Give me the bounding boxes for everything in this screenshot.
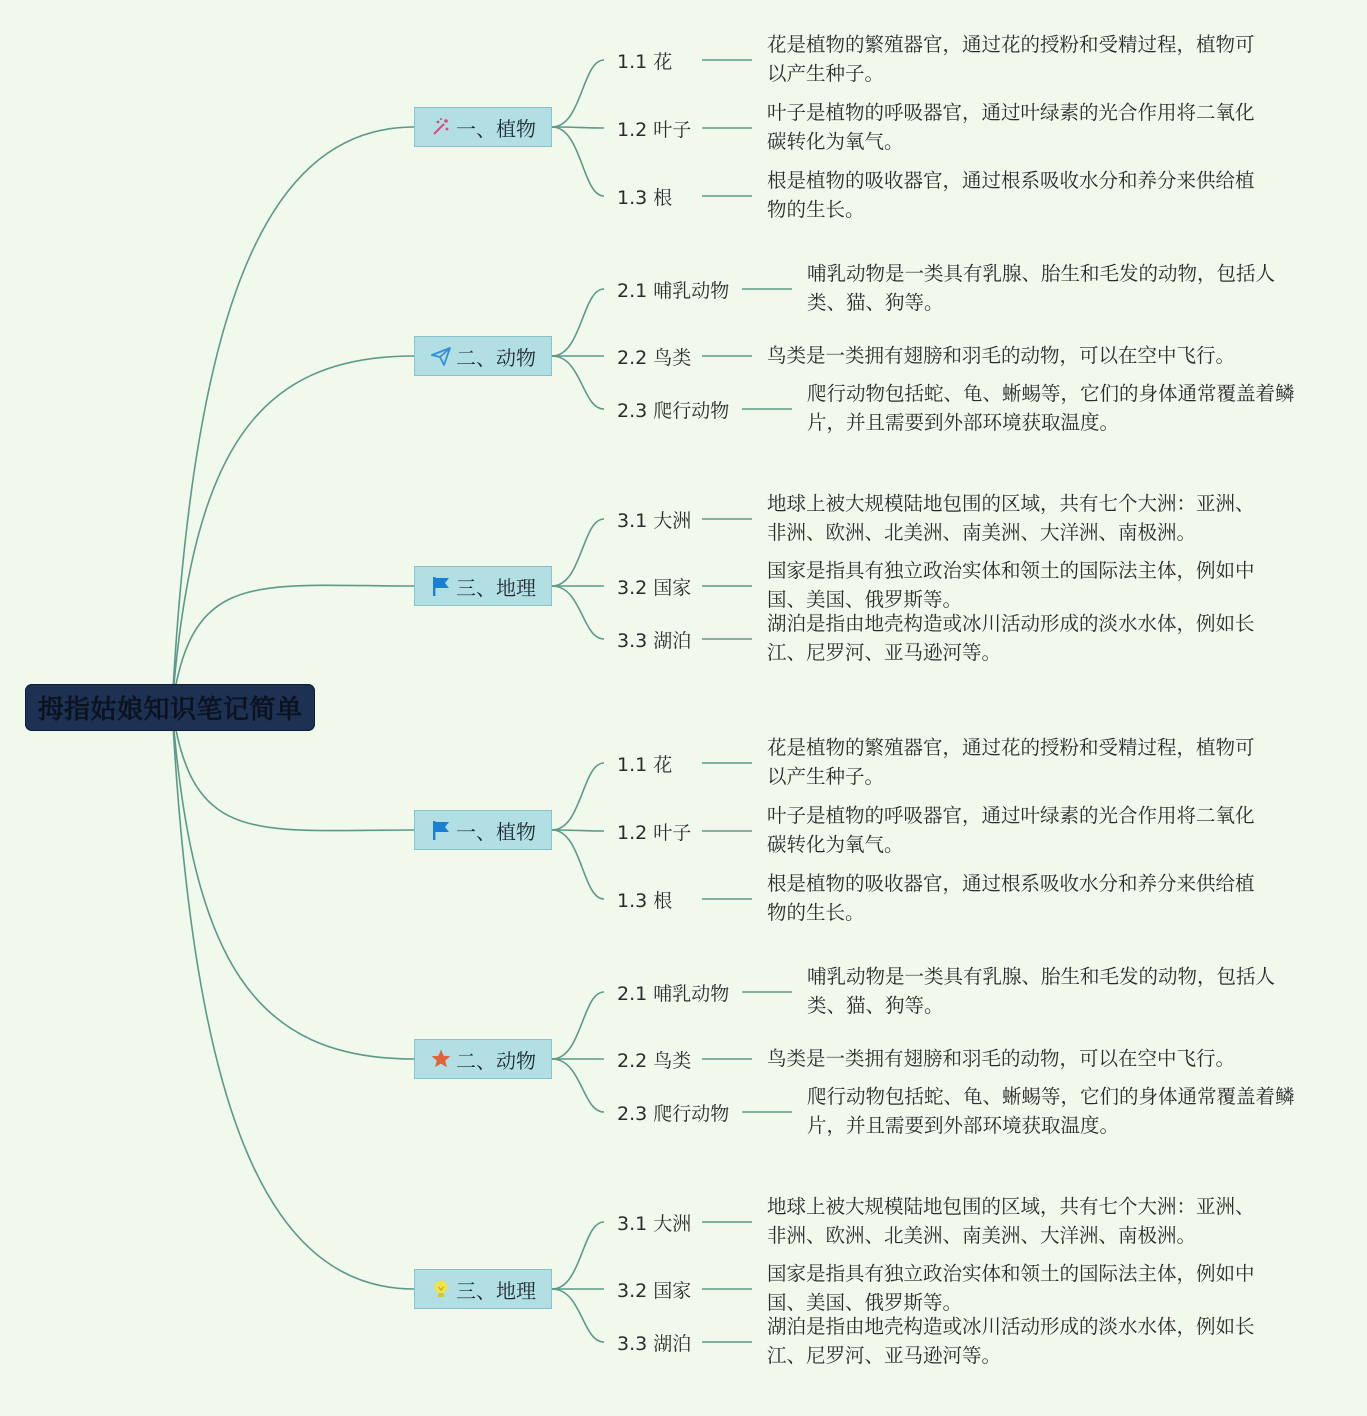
description-line: 非洲、欧洲、北美洲、南美洲、大洋洲、南极洲。 (767, 1224, 1197, 1247)
sub-topic[interactable]: 2.2 鸟类 (617, 1050, 692, 1072)
branch-node[interactable] (414, 810, 552, 850)
description-line: 鸟类是一类拥有翅膀和羽毛的动物，可以在空中飞行。 (767, 343, 1236, 367)
sub-topic-description (767, 98, 1255, 156)
sub-topic[interactable]: 2.3 爬行动物 (617, 400, 730, 422)
description-line: 物的生长。 (767, 901, 865, 924)
description-line: 爬行动物包括蛇、龟、蜥蜴等，它们的身体通常覆盖着鳞 (807, 1085, 1295, 1108)
description-line: 哺乳动物是一类具有乳腺、胎生和毛发的动物，包括人 (807, 965, 1276, 988)
description-line: 国家是指具有独立政治实体和领土的国际法主体，例如中 (767, 559, 1255, 582)
sub-topic-description (807, 1082, 1295, 1140)
description-line: 江、尼罗河、亚马逊河等。 (767, 1344, 1002, 1367)
sub-topic-description (767, 609, 1255, 667)
description-line: 叶子是植物的呼吸器官，通过叶绿素的光合作用将二氧化 (767, 101, 1255, 124)
flag-icon (430, 575, 452, 597)
description-line: 哺乳动物是一类具有乳腺、胎生和毛发的动物，包括人 (807, 262, 1276, 285)
branch-node[interactable] (414, 1039, 552, 1079)
description-line: 根是植物的吸收器官，通过根系吸收水分和养分来供给植 (767, 169, 1255, 192)
description-line: 湖泊是指由地壳构造或冰川活动形成的淡水水体，例如长 (767, 612, 1255, 635)
sparkle-icon (430, 116, 452, 138)
branch-label: 三、地理 (456, 575, 536, 600)
sub-topic-description (767, 1044, 1235, 1073)
description-line: 片，并且需要到外部环境获取温度。 (807, 1114, 1120, 1137)
sub-topic[interactable]: 3.3 湖泊 (617, 630, 692, 652)
description-line: 国、美国、俄罗斯等。 (767, 588, 963, 611)
sub-topic-description (767, 341, 1235, 370)
sub-topic-description (767, 30, 1255, 88)
sub-topic[interactable]: 1.2 叶子 (617, 119, 692, 141)
sub-topic-description (807, 962, 1275, 1020)
sub-topic[interactable]: 1.3 根 (617, 890, 673, 912)
description-line: 鸟类是一类拥有翅膀和羽毛的动物，可以在空中飞行。 (767, 1046, 1236, 1070)
description-line: 非洲、欧洲、北美洲、南美洲、大洋洲、南极洲。 (767, 521, 1197, 544)
description-line: 片，并且需要到外部环境获取温度。 (807, 411, 1120, 434)
sub-topic[interactable]: 1.1 花 (617, 754, 673, 776)
branch-node[interactable] (414, 566, 552, 606)
lightbulb-icon (430, 1278, 452, 1300)
description-line: 国、美国、俄罗斯等。 (767, 1291, 963, 1314)
description-line: 花是植物的繁殖器官，通过花的授粉和受精过程，植物可 (767, 33, 1255, 56)
branch-label: 三、地理 (456, 1278, 536, 1303)
star-icon (430, 1048, 452, 1070)
sub-topic[interactable]: 1.2 叶子 (617, 822, 692, 844)
description-line: 地球上被大规模陆地包围的区域，共有七个大洲：亚洲、 (767, 1195, 1255, 1218)
description-line: 爬行动物包括蛇、龟、蜥蜴等，它们的身体通常覆盖着鳞 (807, 382, 1295, 405)
description-line: 花是植物的繁殖器官，通过花的授粉和受精过程，植物可 (767, 736, 1255, 759)
sub-topic[interactable]: 2.1 哺乳动物 (617, 280, 730, 302)
sub-topic-description (767, 869, 1255, 927)
sub-topic-description (767, 801, 1255, 859)
description-line: 根是植物的吸收器官，通过根系吸收水分和养分来供给植 (767, 872, 1255, 895)
flag-icon (430, 819, 452, 841)
sub-topic[interactable]: 3.2 国家 (617, 577, 692, 599)
sub-topic[interactable]: 2.3 爬行动物 (617, 1103, 730, 1125)
description-line: 江、尼罗河、亚马逊河等。 (767, 641, 1002, 664)
description-line: 湖泊是指由地壳构造或冰川活动形成的淡水水体，例如长 (767, 1315, 1255, 1338)
sub-topic-description (767, 733, 1255, 791)
branch-label: 一、植物 (456, 819, 536, 844)
sub-topic[interactable]: 2.2 鸟类 (617, 347, 692, 369)
branch-label: 二、动物 (456, 345, 536, 370)
branch-label: 一、植物 (456, 116, 536, 141)
sub-topic[interactable]: 3.3 湖泊 (617, 1333, 692, 1355)
description-line: 叶子是植物的呼吸器官，通过叶绿素的光合作用将二氧化 (767, 804, 1255, 827)
branch-node[interactable] (414, 1269, 552, 1309)
description-line: 类、猫、狗等。 (807, 291, 944, 314)
description-line: 以产生种子。 (767, 62, 885, 85)
sub-topic[interactable]: 1.3 根 (617, 187, 673, 209)
sub-topic[interactable]: 3.1 大洲 (617, 510, 692, 532)
description-line: 物的生长。 (767, 198, 865, 221)
sub-topic-description (767, 1192, 1255, 1250)
paper-plane-icon (430, 345, 452, 367)
branch-node[interactable] (414, 336, 552, 376)
description-line: 类、猫、狗等。 (807, 994, 944, 1017)
description-line: 碳转化为氧气。 (767, 833, 904, 856)
sub-topic-description (767, 489, 1255, 547)
root-title: 拇指姑娘知识笔记简单 (37, 695, 303, 725)
description-line: 国家是指具有独立政治实体和领土的国际法主体，例如中 (767, 1262, 1255, 1285)
sub-topic[interactable]: 1.1 花 (617, 51, 673, 73)
root-topic[interactable] (25, 684, 315, 731)
branch-label: 二、动物 (456, 1048, 536, 1073)
sub-topic-description (767, 556, 1255, 614)
description-line: 以产生种子。 (767, 765, 885, 788)
sub-topic[interactable]: 2.1 哺乳动物 (617, 983, 730, 1005)
branch-node[interactable] (414, 107, 552, 147)
sub-topic-description (767, 1259, 1255, 1317)
sub-topic[interactable]: 3.2 国家 (617, 1280, 692, 1302)
sub-topic-description (807, 259, 1275, 317)
sub-topic[interactable]: 3.1 大洲 (617, 1213, 692, 1235)
description-line: 碳转化为氧气。 (767, 130, 904, 153)
sub-topic-description (767, 166, 1255, 224)
description-line: 地球上被大规模陆地包围的区域，共有七个大洲：亚洲、 (767, 492, 1255, 515)
sub-topic-description (807, 379, 1295, 437)
sub-topic-description (767, 1312, 1255, 1370)
